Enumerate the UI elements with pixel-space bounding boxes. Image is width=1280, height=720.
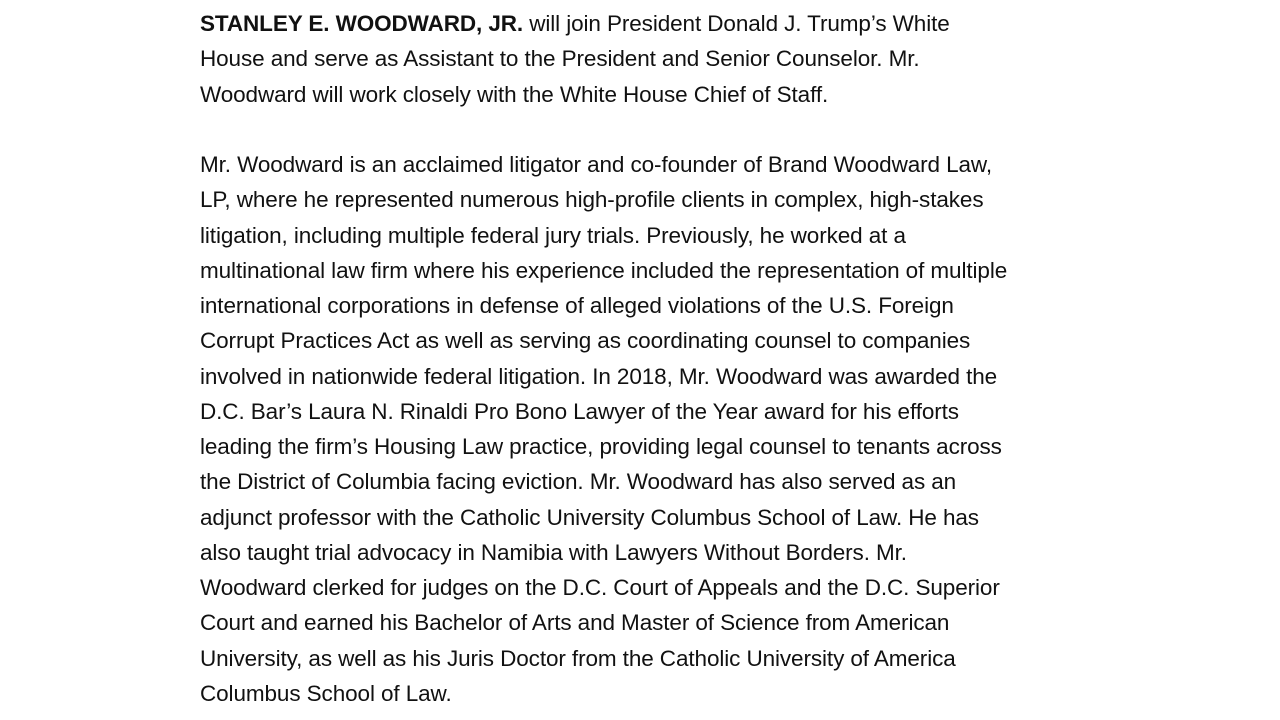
- bio-line: LP, where he represented numerous high-profile clients in complex, high-stakes: [200, 187, 984, 212]
- bio-line: Woodward clerked for judges on the D.C. Court of Appeals and the D.C. Superior: [200, 575, 1000, 600]
- bio-line: Mr. Woodward is an acclaimed litigator and co-founder of Brand Woodward Law,: [200, 152, 992, 177]
- bio-line: D.C. Bar’s Laura N. Rinaldi Pro Bono Lawyer of the Year award for his efforts: [200, 399, 959, 424]
- bio-line: litigation, including multiple federal jury trials. Previously, he worked at a: [200, 223, 906, 248]
- bio-line: involved in nationwide federal litigation. In 2018, Mr. Woodward was awarded the: [200, 364, 998, 389]
- bio-line: adjunct professor with the Catholic University Columbus School of Law. He has: [200, 505, 979, 530]
- bio-line: Corrupt Practices Act as well as serving as coordinating counsel to companies: [200, 328, 971, 353]
- bio-line: the District of Columbia facing eviction. Mr. Woodward has also served as an: [200, 469, 957, 494]
- intro-line-2: House and serve as Assistant to the President and Senior Counselor. Mr.: [200, 46, 920, 71]
- bio-line: multinational law firm where his experience included the representation of multiple: [200, 258, 1008, 283]
- intro-line-1: [200, 6, 950, 41]
- bio-line: Columbus School of Law.: [200, 681, 452, 706]
- appointee-name: STANLEY E. WOODWARD, JR.: [200, 11, 524, 36]
- bio-line: leading the firm’s Housing Law practice, providing legal counsel to tenants across: [200, 434, 1002, 459]
- intro-line-3: Woodward will work closely with the White House Chief of Staff.: [200, 82, 829, 107]
- bio-line: international corporations in defense of alleged violations of the U.S. Foreign: [200, 293, 954, 318]
- bio-line: also taught trial advocacy in Namibia with Lawyers Without Borders. Mr.: [200, 540, 907, 565]
- intro-text: will join President Donald J. Trump’s White: [523, 11, 950, 36]
- bio-line: Court and earned his Bachelor of Arts and Master of Science from American: [200, 610, 950, 635]
- bio-line: University, as well as his Juris Doctor from the Catholic University of America: [200, 646, 956, 671]
